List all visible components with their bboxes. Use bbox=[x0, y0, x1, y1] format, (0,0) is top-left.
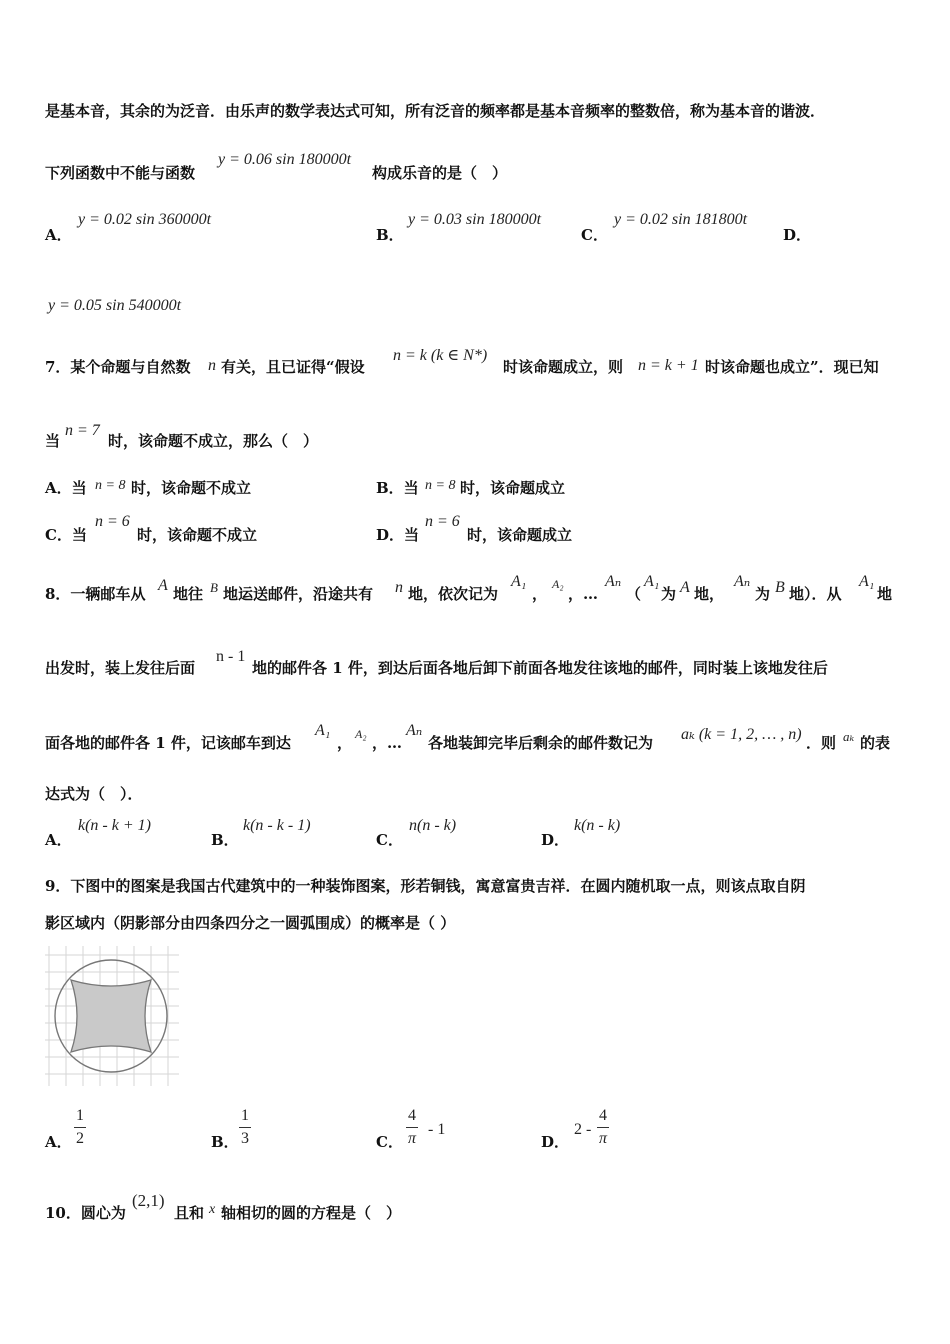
q6-option-c-label: C． bbox=[581, 226, 608, 244]
q7-text-1: 7．某个命题与自然数 bbox=[45, 358, 191, 376]
q8-line1-var-b2: B bbox=[775, 579, 785, 596]
q7-option-a-label: A．当 bbox=[45, 479, 87, 497]
q7-text-2: 有关，且已证得“假设 bbox=[221, 358, 365, 376]
q8-line3-a2: A₂ bbox=[355, 727, 367, 741]
q8-option-a-label: A． bbox=[45, 831, 72, 849]
q8-line3-comma: ， bbox=[337, 734, 353, 752]
q9-option-d-num: 4 bbox=[599, 1107, 607, 1124]
q8-line1-a1b: A₁ bbox=[644, 573, 660, 590]
q9-option-d-lead: 2 - bbox=[574, 1121, 592, 1138]
q10-text-2: 且和 bbox=[174, 1204, 205, 1222]
shaded-region bbox=[71, 980, 151, 1052]
q7-line2-a: 当 bbox=[45, 432, 61, 450]
q6-option-d-formula: y = 0.05 sin 540000t bbox=[48, 297, 182, 314]
q6-stem-formula: y = 0.06 sin 180000t bbox=[218, 151, 352, 168]
q7-formula-next: n = k + 1 bbox=[638, 357, 699, 374]
q9-option-b-den: 3 bbox=[241, 1130, 249, 1147]
q8-line3-a1: A₁ bbox=[315, 722, 331, 739]
q9-option-b-num: 1 bbox=[241, 1107, 249, 1124]
q8-line1-text-2: 地往 bbox=[173, 585, 204, 603]
q8-line3-h: 的表 bbox=[860, 734, 891, 752]
q9-option-c-tail: - 1 bbox=[428, 1121, 446, 1138]
q7-option-c-label: C．当 bbox=[45, 526, 87, 544]
q8-line1-an: Aₙ bbox=[605, 573, 622, 590]
q9-option-c-num: 4 bbox=[408, 1107, 416, 1124]
q8-option-b-formula: k(n - k - 1) bbox=[243, 817, 311, 834]
q8-line1-di1: 地， bbox=[694, 585, 725, 603]
q8-line2-b: 地的邮件各 1 件，到达后面各地后卸下前面各地发往该地的邮件，同时装上该地发往后 bbox=[252, 659, 828, 677]
q8-line3-g: ．则 bbox=[806, 734, 837, 752]
q8-line3-ak-def: aₖ (k = 1, 2, … , n) bbox=[681, 726, 802, 743]
q8-line1-wei2: 为 bbox=[755, 585, 771, 603]
q7-line2-formula: n = 7 bbox=[65, 422, 100, 439]
q8-line1-text-4: 地，依次记为 bbox=[408, 585, 499, 603]
q7-var-n: n bbox=[208, 357, 216, 374]
q6-option-c-formula: y = 0.02 sin 181800t bbox=[614, 211, 748, 228]
q6-option-d-label: D． bbox=[783, 226, 812, 244]
q8-line1-var-n: n bbox=[395, 579, 403, 596]
q8-line1-text-3: 地运送邮件，沿途共有 bbox=[223, 585, 374, 603]
q8-line3-e: 各地装卸完毕后剩余的邮件数记为 bbox=[428, 734, 654, 752]
q7-option-d-text: 时，该命题成立 bbox=[467, 526, 573, 544]
q9-option-c-label: C． bbox=[376, 1133, 403, 1151]
q9-option-a-num: 1 bbox=[76, 1107, 84, 1124]
q8-line1-text-5: 地）．从 bbox=[789, 585, 842, 603]
q8-line1-var-a: A bbox=[158, 577, 168, 594]
q7-text-3: 时该命题成立，则 bbox=[503, 358, 624, 376]
q6-intro: 是基本音，其余的为泛音．由乐声的数学表达式可知，所有泛音的频率都是基本音频率的整数倍，称为基本音的谐波． bbox=[45, 102, 826, 120]
q7-formula-hypothesis: n = k (k ∈ N*) bbox=[393, 347, 488, 364]
q6-option-b-formula: y = 0.03 sin 180000t bbox=[408, 211, 542, 228]
q6-option-a-label: A． bbox=[45, 226, 72, 244]
q9-option-d-fraction bbox=[597, 1108, 609, 1147]
q8-option-d-formula: k(n - k) bbox=[574, 817, 621, 834]
q8-line3-an: Aₙ bbox=[406, 722, 423, 739]
q10-center: (2,1) bbox=[132, 1191, 165, 1210]
q9-line1: 9．下图中的图案是我国古代建筑中的一种装饰图案，形若铜钱，寓意富贵吉祥．在圆内随机取一点，则该点取自阴 bbox=[45, 877, 806, 895]
q6-option-a-formula: y = 0.02 sin 360000t bbox=[78, 211, 212, 228]
q9-line2: 影区域内（阴影部分由四条四分之一圆弧围成）的概率是（ ） bbox=[45, 914, 456, 932]
q7-line2-b: 时，该命题不成立，那么（ ） bbox=[108, 432, 319, 450]
q9-option-b-fraction bbox=[239, 1108, 251, 1147]
coin-pattern-svg bbox=[45, 946, 179, 1086]
q9-option-d-den: π bbox=[599, 1130, 608, 1147]
q7-option-a-formula: n = 8 bbox=[95, 478, 126, 493]
q8-line1-di2: 地 bbox=[877, 585, 893, 603]
q7-option-a-text: 时，该命题不成立 bbox=[131, 479, 252, 497]
q8-line4: 达式为（ ）． bbox=[45, 785, 143, 803]
q7-option-b-text: 时，该命题成立 bbox=[460, 479, 566, 497]
q6-stem-prefix: 下列函数中不能与函数 bbox=[45, 164, 196, 182]
q8-option-c-formula: n(n - k) bbox=[409, 817, 457, 834]
q9-option-d-label: D． bbox=[541, 1133, 570, 1151]
q8-line1-text-1: 8．一辆邮车从 bbox=[45, 585, 146, 603]
q9-option-a-den: 2 bbox=[76, 1130, 84, 1147]
q7-option-c-text: 时，该命题不成立 bbox=[137, 526, 258, 544]
q8-line1-paren: （ bbox=[626, 585, 642, 603]
q8-option-b-label: B． bbox=[211, 831, 239, 849]
q7-option-d-label: D．当 bbox=[376, 526, 420, 544]
q8-line1-comma: ， bbox=[532, 585, 548, 603]
q8-option-d-label: D． bbox=[541, 831, 570, 849]
q10-text-1: 10．圆心为 bbox=[45, 1204, 126, 1222]
q9-option-a-label: A． bbox=[45, 1133, 72, 1151]
q9-option-a-fraction bbox=[74, 1108, 86, 1147]
q8-option-c-label: C． bbox=[376, 831, 403, 849]
q10-axis-x: x bbox=[209, 1202, 216, 1217]
q8-line3-ak: aₖ bbox=[843, 729, 855, 744]
q8-line3-ellipsis: ，… bbox=[372, 734, 403, 752]
q8-line2-formula: n - 1 bbox=[216, 648, 246, 665]
q8-line1-anb: Aₙ bbox=[734, 573, 751, 590]
q8-line2-a: 出发时，装上发往后面 bbox=[45, 659, 196, 677]
q8-option-a-formula: k(n - k + 1) bbox=[78, 817, 151, 834]
q8-line1-a2: A₂ bbox=[552, 577, 564, 591]
q7-option-b-formula: n = 8 bbox=[425, 478, 456, 493]
q8-line1-wei1: 为 bbox=[661, 585, 677, 603]
q8-line1-a1: A₁ bbox=[511, 573, 527, 590]
q9-option-c-fraction bbox=[406, 1108, 418, 1147]
q6-stem-suffix: 构成乐音的是（ ） bbox=[372, 164, 508, 182]
q8-line1-var-a2: A bbox=[680, 579, 690, 596]
q8-line1-var-b: B bbox=[210, 580, 218, 595]
q10-text-3: 轴相切的圆的方程是（ ） bbox=[221, 1204, 402, 1222]
q8-line3-a: 面各地的邮件各 1 件，记该邮车到达 bbox=[45, 734, 291, 752]
q9-option-c-den: π bbox=[408, 1130, 417, 1147]
q7-option-d-formula: n = 6 bbox=[425, 513, 460, 530]
q7-text-4: 时该命题也成立”．现已知 bbox=[705, 358, 879, 376]
q9-option-b-label: B． bbox=[211, 1133, 239, 1151]
coin-pattern-figure bbox=[45, 946, 179, 1086]
q8-line1-a1c: A₁ bbox=[859, 573, 875, 590]
q8-line1-ellipsis: ，… bbox=[568, 585, 599, 603]
q6-option-b-label: B． bbox=[376, 226, 404, 244]
q7-option-c-formula: n = 6 bbox=[95, 513, 130, 530]
q7-option-b-label: B．当 bbox=[376, 479, 419, 497]
